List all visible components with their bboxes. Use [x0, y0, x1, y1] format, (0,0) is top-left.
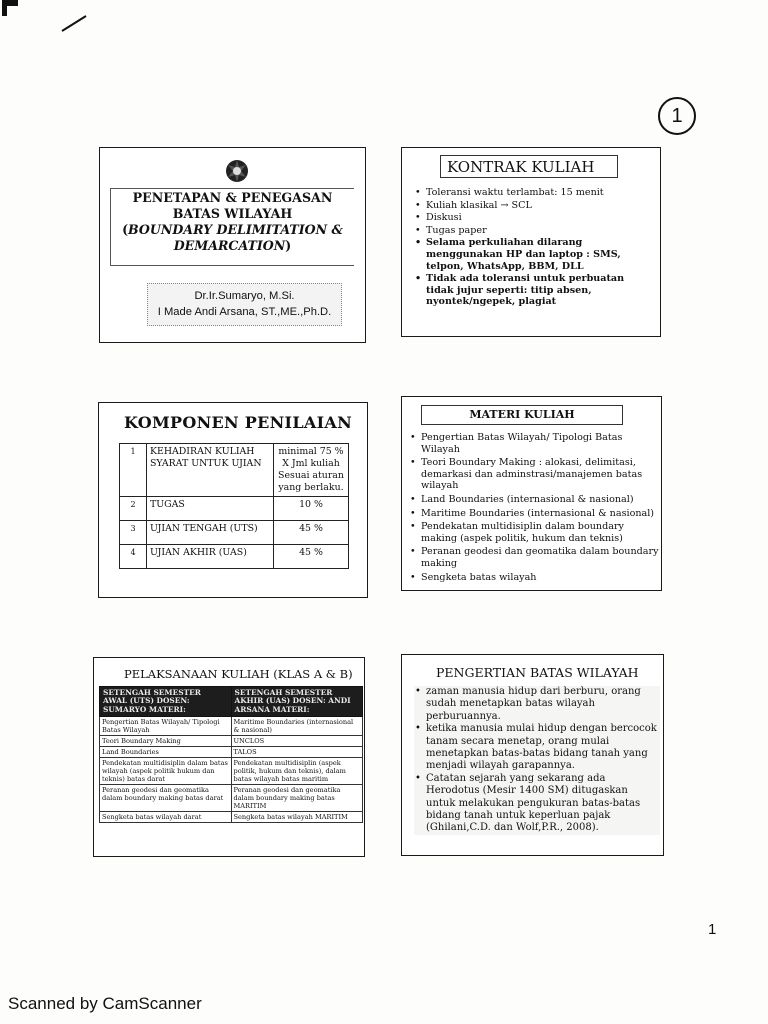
table-row	[100, 747, 363, 758]
list-item: • zaman manusia hidup dari berburu, orang sudah menetapkan batas wilayah perburuannya.	[414, 686, 660, 723]
list-item: • Diskusi	[414, 212, 654, 224]
header-cell: SETENGAH SEMESTER AKHIR (UAS) DOSEN: ANDI ARSANA MATERI:	[231, 687, 363, 717]
header-cell: SETENGAH SEMESTER AWAL (UTS) DOSEN: SUMARYO MATERI:	[100, 687, 232, 717]
scanner-watermark: Scanned by CamScanner	[8, 994, 202, 1013]
row-number: 1	[120, 444, 147, 497]
list-item: • Tugas paper	[414, 225, 654, 237]
weight-cell: 45 %	[274, 545, 349, 569]
slide-komponen-penilaian	[98, 402, 368, 598]
bullet-list	[414, 187, 654, 309]
weight-cell: minimal 75 % X Jml kuliah Sesuai aturan yang berlaku.	[274, 444, 349, 497]
list-item: • Selama perkuliahan dilarang menggunakan HP dan laptop : SMS, telpon, WhatsApp, BBM, DLL	[414, 237, 654, 272]
list-item: • Sengketa batas wilayah	[409, 572, 659, 584]
table-cell: Sengketa batas wilayah MARITIM	[231, 812, 363, 823]
table-row	[120, 444, 349, 497]
weight-cell: 10 %	[274, 497, 349, 521]
weight-cell: 45 %	[274, 521, 349, 545]
list-item: • Teori Boundary Making : alokasi, delimitasi, demarkasi dan adminstrasi/manajemen batas wilayah	[409, 457, 659, 492]
title-line: PENETAPAN & PENEGASAN	[132, 190, 333, 205]
list-item: • ketika manusia mulai hidup dengan bercocok tanam secara menetap, orang mulai menetapkan batas-batas bidang tanah yang menjadi wilayah garapannya.	[414, 723, 660, 773]
table-cell: Pendekatan multidisiplin dalam batas wilayah (aspek politik hukum dan teknis) batas darat	[100, 758, 232, 785]
list-item: • Kuliah klasikal → SCL	[414, 200, 654, 212]
list-item: • Tidak ada toleransi untuk perbuatan tidak jujur seperti: titip absen, nyontek/ngepek, plagiat	[414, 273, 654, 308]
table-cell: TALOS	[231, 747, 363, 758]
table-row	[100, 717, 363, 736]
table-row	[100, 736, 363, 747]
bullet-list	[414, 686, 660, 835]
corner-mark-icon	[0, 0, 110, 50]
list-item: • Peranan geodesi dan geomatika dalam boundary making	[409, 546, 659, 569]
slide-heading: MATERI KULIAH	[421, 405, 623, 425]
page-marker: 1	[658, 97, 696, 135]
slide-pelaksanaan-kuliah	[93, 657, 365, 857]
table-row	[120, 545, 349, 569]
page-number: 1	[708, 921, 717, 938]
component-cell: KEHADIRAN KULIAH SYARAT UNTUK UJIAN	[147, 444, 274, 497]
table-row	[120, 521, 349, 545]
list-item: • Toleransi waktu terlambat: 15 menit	[414, 187, 654, 199]
table-row	[100, 785, 363, 812]
table-row	[120, 497, 349, 521]
slide-kontrak-kuliah	[401, 147, 661, 337]
author-name: I Made Andi Arsana, ST.,ME.,Ph.D.	[157, 306, 332, 318]
table-row	[100, 758, 363, 785]
slide-title	[99, 147, 366, 343]
subtitle-line: DEMARCATION)	[173, 238, 292, 253]
table-cell: UNCLOS	[231, 736, 363, 747]
row-number: 3	[120, 521, 147, 545]
list-item: • Maritime Boundaries (internasional & nasional)	[409, 508, 659, 520]
slide-heading: KONTRAK KULIAH	[440, 155, 618, 178]
table-cell: Pendekatan multidisiplin (aspek politik, hukum dan teknis), dalam batas wilayah batas maritim	[231, 758, 363, 785]
authors-box	[147, 283, 342, 326]
component-cell: UJIAN TENGAH (UTS)	[147, 521, 274, 545]
slide-pengertian-batas-wilayah	[401, 654, 664, 856]
university-emblem-icon	[224, 158, 250, 184]
table-cell: Pengertian Batas Wilayah/ Tipologi Batas Wilayah	[100, 717, 232, 736]
list-item: • Land Boundaries (internasional & nasional)	[409, 494, 659, 506]
table-header-row	[100, 687, 363, 717]
component-cell: TUGAS	[147, 497, 274, 521]
list-item: • Catatan sejarah yang sekarang ada Herodotus (Mesir 1400 SM) ditugaskan untuk melakukan pengukuran batas-batas bidang tanah untuk keperluan pajak (Ghilani,C.D. dan Wolf,P.R., 2008).	[414, 773, 660, 835]
author-name: Dr.Ir.Sumaryo, M.Si.	[194, 290, 295, 302]
table-row	[100, 812, 363, 823]
title-line: BATAS WILAYAH	[172, 206, 293, 221]
list-item: • Pengertian Batas Wilayah/ Tipologi Batas Wilayah	[409, 432, 659, 455]
table-cell: Sengketa batas wilayah darat	[100, 812, 232, 823]
slide-heading: PELAKSANAAN KULIAH (KLAS A & B)	[124, 667, 353, 681]
table-cell: Peranan geodesi dan geomatika dalam boundary making batas MARITIM	[231, 785, 363, 812]
slide-title-box	[110, 188, 354, 266]
row-number: 2	[120, 497, 147, 521]
bullet-list	[409, 432, 659, 585]
subtitle-line: (BOUNDARY DELIMITATION &	[122, 222, 343, 237]
slide-heading: PENGERTIAN BATAS WILAYAH	[436, 665, 639, 680]
table-cell: Peranan geodesi dan geomatika dalam boundary making batas darat	[100, 785, 232, 812]
schedule-table	[99, 686, 363, 823]
table-cell: Land Boundaries	[100, 747, 232, 758]
table-cell: Teori Boundary Making	[100, 736, 232, 747]
slide-heading: KOMPONEN PENILAIAN	[124, 413, 353, 432]
slide-materi-kuliah	[401, 396, 662, 591]
row-number: 4	[120, 545, 147, 569]
component-cell: UJIAN AKHIR (UAS)	[147, 545, 274, 569]
table-cell: Maritime Boundaries (internasional & nasional)	[231, 717, 363, 736]
list-item: • Pendekatan multidisiplin dalam boundary making (aspek politik, hukum dan teknis)	[409, 521, 659, 544]
grading-table	[119, 443, 349, 569]
